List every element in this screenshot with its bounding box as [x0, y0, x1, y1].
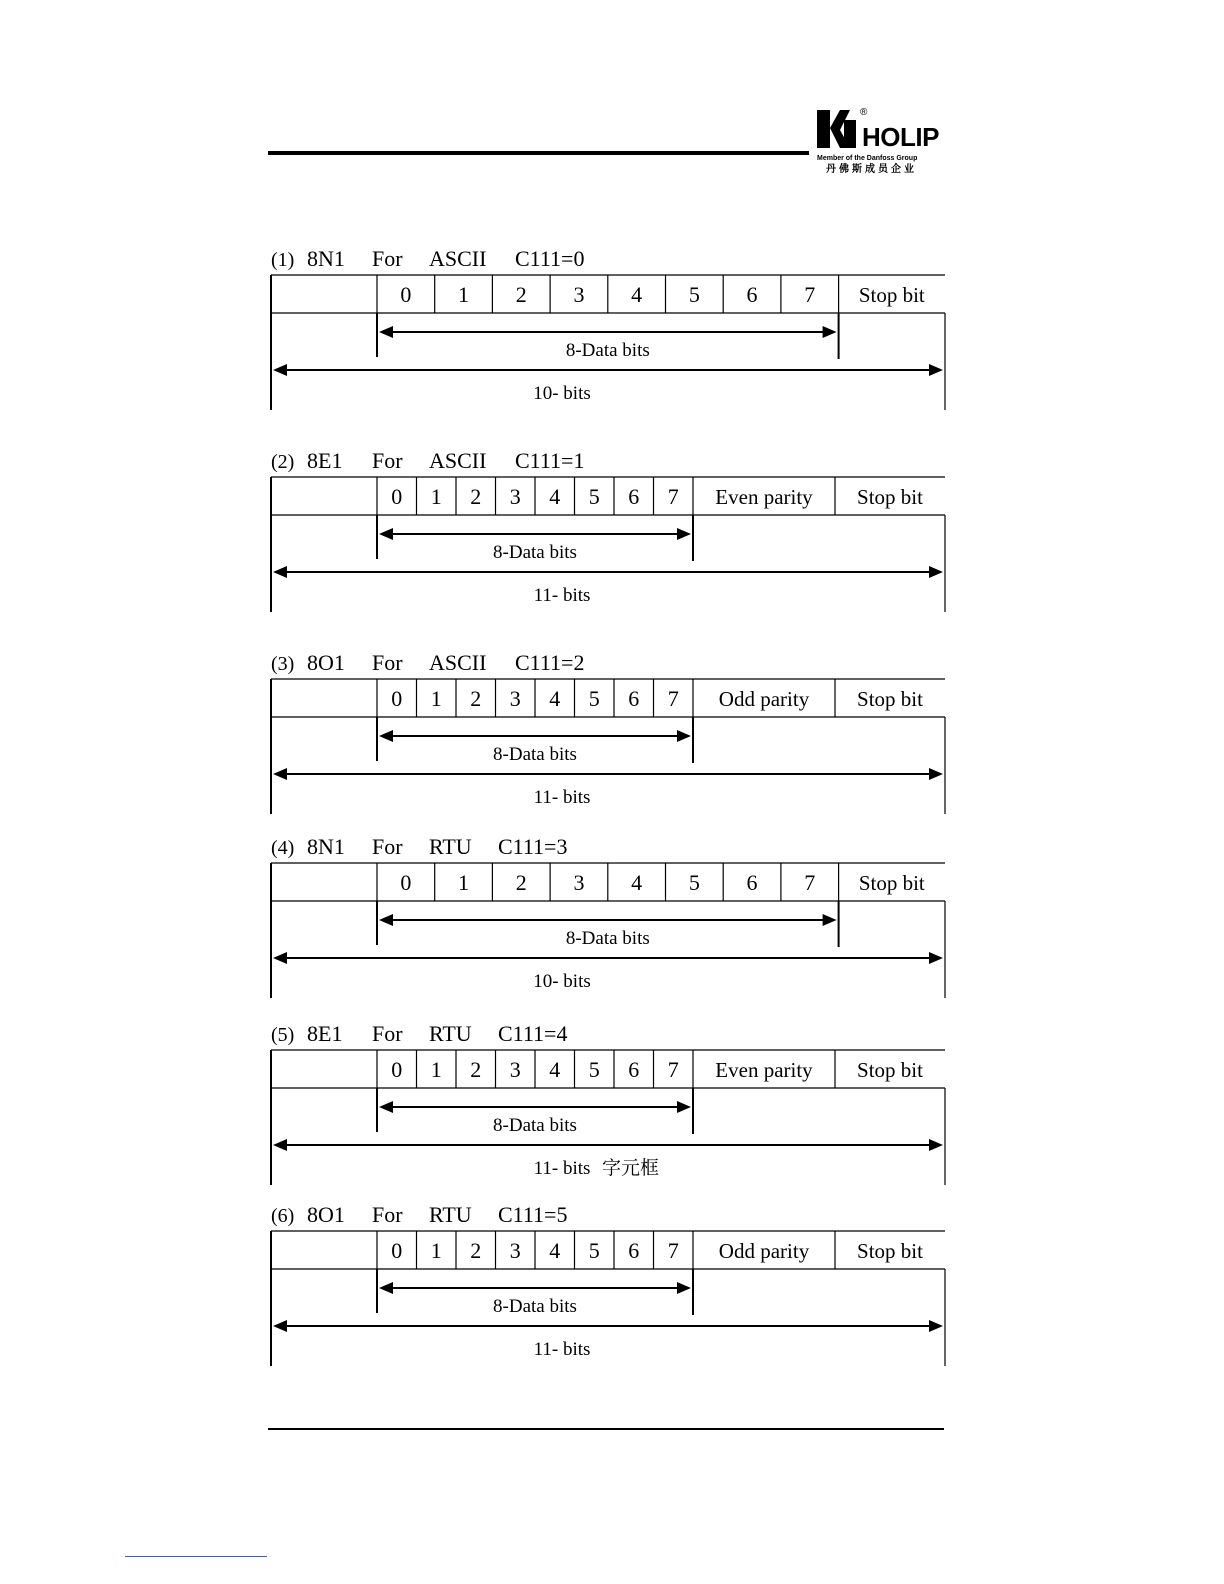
frame-block: [271, 834, 945, 998]
stop-bit-cell-label: Stop bit: [857, 1058, 923, 1082]
parity-cell-label: Odd parity: [718, 687, 810, 711]
total-bits-arrow: [273, 1139, 943, 1151]
bit-cell-label: 6: [746, 282, 758, 307]
bit-cell-label: 1: [458, 870, 470, 895]
for-label: For: [372, 448, 403, 473]
bit-cell-label: 6: [628, 1057, 640, 1082]
total-bits-label: 11- bits: [533, 1158, 591, 1179]
bit-cell-label: 4: [549, 484, 561, 509]
bit-cell-label: 6: [746, 870, 758, 895]
for-label: For: [372, 1202, 403, 1227]
bit-cell-label: 2: [470, 1057, 482, 1082]
bit-cell-label: 7: [667, 484, 679, 509]
frame-index: (5): [271, 1024, 295, 1046]
frame-setting: C111=4: [498, 1021, 568, 1046]
bit-cell-label: 7: [667, 1057, 679, 1082]
data-bits-label: 8-Data bits: [565, 340, 650, 361]
frame-format: 8E1: [307, 1021, 343, 1046]
data-bits-arrow: [379, 730, 691, 742]
bit-cell-label: 5: [688, 282, 700, 307]
frame-block: [271, 246, 945, 410]
data-bits-arrow: [379, 326, 837, 338]
total-bits-arrow: [273, 364, 943, 376]
bit-cell-label: 5: [688, 870, 700, 895]
for-label: For: [372, 246, 403, 271]
logo-tagline: Member of the Danfoss Group: [817, 155, 918, 162]
bit-cell-label: 3: [573, 870, 585, 895]
frame-index: (3): [271, 653, 295, 675]
logo-tagline-cn: 丹佛斯成员企业: [826, 164, 917, 175]
bit-cell-label: 3: [509, 484, 521, 509]
data-bits-arrow: [379, 1101, 691, 1113]
total-bits-label: 11- bits: [533, 787, 591, 808]
for-label: For: [372, 650, 403, 675]
frame-setting: C111=3: [498, 834, 568, 859]
frame-mode: RTU: [429, 834, 472, 859]
bit-cell-label: 6: [628, 1238, 640, 1263]
footer-link-underline: [125, 1556, 267, 1557]
frame-mode: ASCII: [429, 448, 487, 473]
bit-cell-label: 3: [573, 282, 585, 307]
stop-bit-cell-label: Stop bit: [857, 687, 923, 711]
bit-cell-label: 0: [391, 1057, 403, 1082]
brand-name: HOLIP: [862, 122, 939, 152]
frame-format: 8E1: [307, 448, 343, 473]
total-bits-label: 10- bits: [533, 383, 591, 404]
frame-setting: C111=0: [515, 246, 585, 271]
bit-cell-label: 5: [588, 1057, 600, 1082]
stop-bit-cell-label: Stop bit: [858, 871, 925, 895]
bit-cell-label: 7: [804, 870, 816, 895]
total-bits-label: 10- bits: [533, 971, 591, 992]
frame-index: (2): [271, 451, 295, 473]
total-bits-arrow: [273, 566, 943, 578]
frame-block: [271, 1202, 945, 1366]
bit-cell-label: 3: [509, 1057, 521, 1082]
bit-cell-label: 1: [430, 484, 442, 509]
frame-mode: RTU: [429, 1202, 472, 1227]
for-label: For: [372, 834, 403, 859]
bit-cell-label: 0: [400, 870, 412, 895]
total-bits-label: 11- bits: [533, 1339, 591, 1360]
frame-block: [271, 1021, 945, 1185]
bit-cell-label: 1: [458, 282, 470, 307]
for-label: For: [372, 1021, 403, 1046]
bit-cell-label: 2: [470, 686, 482, 711]
bit-cell-label: 0: [400, 282, 412, 307]
bit-cell-label: 3: [509, 686, 521, 711]
bit-cell-label: 2: [470, 1238, 482, 1263]
data-bits-arrow: [379, 1282, 691, 1294]
frame-format: 8O1: [307, 650, 345, 675]
frame-mode: ASCII: [429, 246, 487, 271]
bit-cell-label: 2: [515, 282, 527, 307]
frame-index: (4): [271, 837, 295, 859]
data-bits-label: 8-Data bits: [493, 1115, 577, 1136]
total-bits-arrow: [273, 1320, 943, 1332]
frame-index: (6): [271, 1205, 295, 1227]
registered-mark: ®: [860, 107, 868, 118]
bit-cell-label: 7: [667, 686, 679, 711]
bit-cell-label: 4: [549, 686, 561, 711]
data-bits-arrow: [379, 914, 837, 926]
bit-cell-label: 7: [667, 1238, 679, 1263]
bit-cell-label: 2: [515, 870, 527, 895]
data-bits-label: 8-Data bits: [493, 1296, 577, 1317]
parity-cell-label: Even parity: [715, 485, 813, 509]
bit-cell-label: 6: [628, 686, 640, 711]
frame-format: 8N1: [307, 246, 345, 271]
bit-cell-label: 6: [628, 484, 640, 509]
data-bits-arrow: [379, 528, 691, 540]
frame-block: [271, 448, 945, 612]
frame-block: [271, 650, 945, 814]
frame-mode: ASCII: [429, 650, 487, 675]
bit-cell-label: 1: [430, 1057, 442, 1082]
bit-cell-label: 0: [391, 1238, 403, 1263]
bit-cell-label: 0: [391, 686, 403, 711]
total-bits-note: 字元框: [602, 1158, 660, 1179]
bit-cell-label: 5: [588, 1238, 600, 1263]
stop-bit-cell-label: Stop bit: [857, 485, 923, 509]
bit-cell-label: 0: [391, 484, 403, 509]
parity-cell-label: Even parity: [715, 1058, 813, 1082]
bit-cell-label: 1: [430, 1238, 442, 1263]
bit-cell-label: 4: [549, 1238, 561, 1263]
bit-cell-label: 4: [549, 1057, 561, 1082]
total-bits-arrow: [273, 952, 943, 964]
parity-cell-label: Odd parity: [718, 1239, 810, 1263]
data-bits-label: 8-Data bits: [565, 928, 650, 949]
frame-setting: C111=1: [515, 448, 585, 473]
bit-cell-label: 4: [631, 282, 643, 307]
bit-cell-label: 5: [588, 484, 600, 509]
frame-format: 8O1: [307, 1202, 345, 1227]
bit-cell-label: 3: [509, 1238, 521, 1263]
frame-setting: C111=5: [498, 1202, 568, 1227]
bit-cell-label: 7: [804, 282, 816, 307]
data-bits-label: 8-Data bits: [493, 542, 577, 563]
total-bits-label: 11- bits: [533, 585, 591, 606]
bit-cell-label: 2: [470, 484, 482, 509]
stop-bit-cell-label: Stop bit: [858, 283, 925, 307]
bit-cell-label: 4: [631, 870, 643, 895]
frame-mode: RTU: [429, 1021, 472, 1046]
data-bits-label: 8-Data bits: [493, 744, 577, 765]
frame-index: (1): [271, 249, 295, 271]
total-bits-arrow: [273, 768, 943, 780]
frame-format: 8N1: [307, 834, 345, 859]
stop-bit-cell-label: Stop bit: [857, 1239, 923, 1263]
bit-cell-label: 5: [588, 686, 600, 711]
bit-cell-label: 1: [430, 686, 442, 711]
footer-rule: [268, 1428, 944, 1430]
frame-setting: C111=2: [515, 650, 585, 675]
